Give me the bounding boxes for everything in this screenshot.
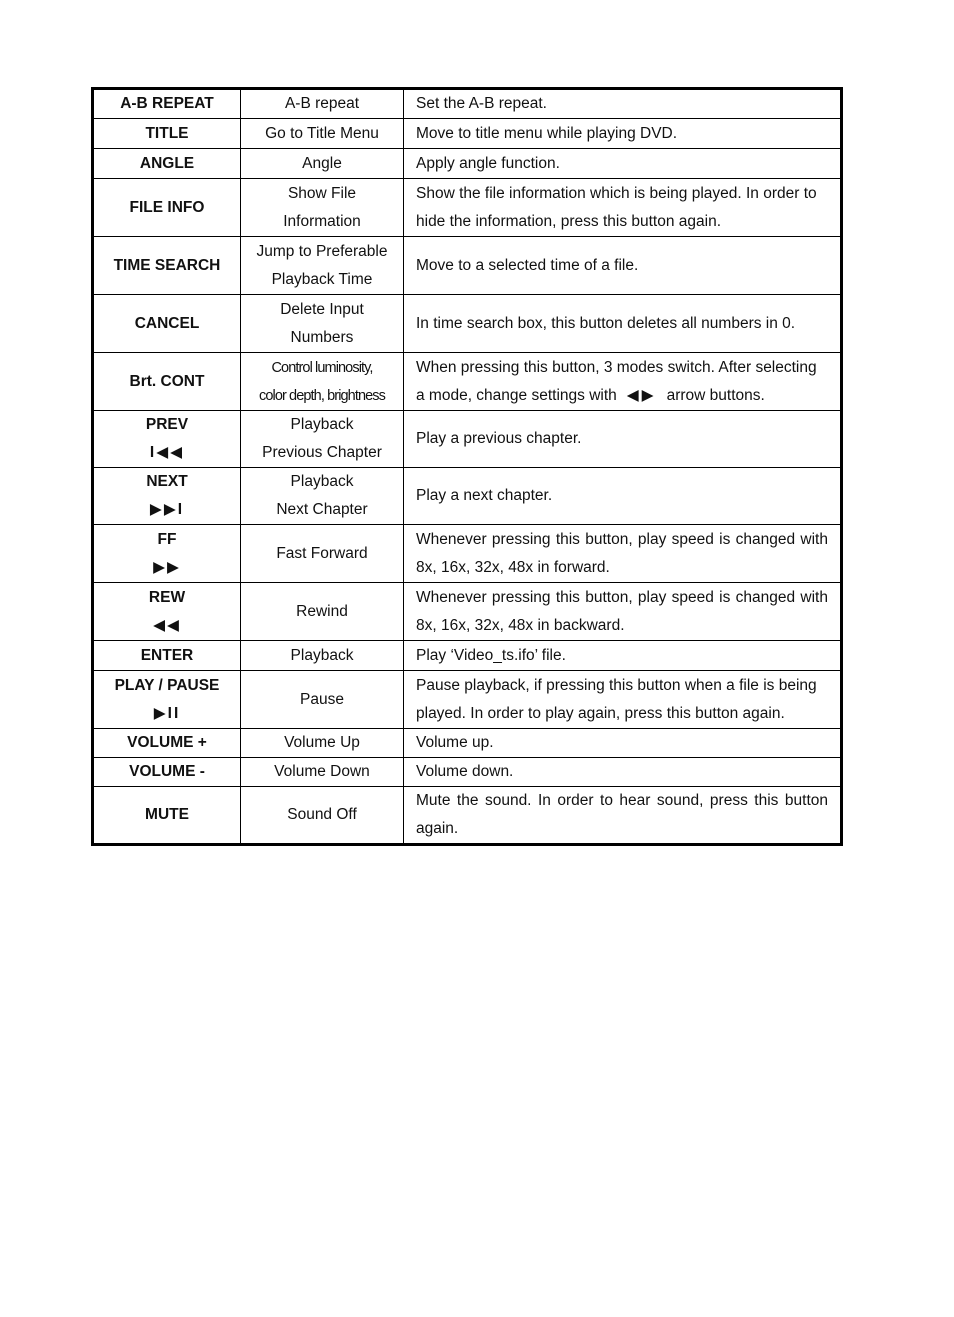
function-line: Numbers: [290, 328, 354, 346]
play-pause-icon: ▶II: [153, 704, 181, 722]
key-name: FF: [157, 530, 177, 548]
function-cell: Volume Down: [241, 758, 404, 787]
function-line: Previous Chapter: [262, 444, 382, 461]
key-name: TIME SEARCH: [93, 237, 241, 295]
table-row: [93, 641, 842, 671]
description-cell: [404, 353, 842, 411]
description-text: arrow buttons.: [666, 386, 765, 404]
key-cell: [93, 671, 241, 729]
description-cell: Play a next chapter.: [404, 468, 842, 525]
table-row: [93, 671, 842, 729]
description-cell: Whenever pressing this button, play speed is changed with 8x, 16x, 32x, 48x in forward.: [404, 525, 842, 583]
function-cell: Sound Off: [241, 787, 404, 845]
function-cell: Pause: [241, 671, 404, 729]
left-right-arrows-icon: ◀▶: [626, 386, 657, 404]
function-line: Playback: [290, 473, 354, 490]
description-cell: Move to title menu while playing DVD.: [404, 119, 842, 149]
next-chapter-icon: ▶▶I: [149, 501, 185, 518]
description-cell: Move to a selected time of a file.: [404, 237, 842, 295]
key-cell: [93, 411, 241, 468]
function-cell: [241, 179, 404, 237]
function-line: color depth, brightness: [259, 387, 385, 404]
function-cell: [241, 411, 404, 468]
function-cell: Go to Title Menu: [241, 119, 404, 149]
table-row: [93, 468, 842, 525]
key-name: ENTER: [93, 641, 241, 671]
function-cell: [241, 237, 404, 295]
function-cell: [241, 353, 404, 411]
function-cell: Fast Forward: [241, 525, 404, 583]
table-row: [93, 237, 842, 295]
table-row: [93, 149, 842, 179]
description-cell: Pause playback, if pressing this button when a file is being played. In order to play again, press this button again.: [404, 671, 842, 729]
description-text: a mode, change settings with: [416, 386, 617, 404]
function-line: Delete Input: [280, 300, 364, 318]
function-cell: Angle: [241, 149, 404, 179]
function-line: Jump to Preferable: [256, 242, 388, 260]
table-row: [93, 583, 842, 641]
key-cell: [93, 583, 241, 641]
function-line: Playback Time: [271, 270, 373, 288]
description-cell: Whenever pressing this button, play speed is changed with 8x, 16x, 32x, 48x in backward.: [404, 583, 842, 641]
function-line: Playback: [290, 416, 354, 433]
description-line: [416, 382, 828, 410]
function-cell: Volume Up: [241, 729, 404, 758]
description-cell: Set the A-B repeat.: [404, 89, 842, 119]
description-cell: Play ‘Video_ts.ifo’ file.: [404, 641, 842, 671]
table-row: [93, 758, 842, 787]
description-cell: Volume up.: [404, 729, 842, 758]
table-row: [93, 295, 842, 353]
key-name: FILE INFO: [93, 179, 241, 237]
description-cell: Mute the sound. In order to hear sound, press this button again.: [404, 787, 842, 845]
fast-forward-icon: ▶▶: [153, 558, 181, 576]
key-name: VOLUME -: [93, 758, 241, 787]
table-row: [93, 787, 842, 845]
function-line: Control luminosity,: [271, 359, 373, 376]
description-line: When pressing this button, 3 modes switch. After selecting: [416, 358, 817, 376]
function-cell: Playback: [241, 641, 404, 671]
previous-chapter-icon: I◀◀: [149, 444, 185, 461]
key-name: TITLE: [93, 119, 241, 149]
table-row: [93, 119, 842, 149]
key-name: Brt. CONT: [93, 353, 241, 411]
key-name: ANGLE: [93, 149, 241, 179]
table-row: [93, 729, 842, 758]
table-row: [93, 89, 842, 119]
function-line: Information: [283, 212, 361, 230]
table-row: [93, 353, 842, 411]
key-name: REW: [148, 588, 186, 606]
function-line: Next Chapter: [276, 501, 368, 518]
key-cell: [93, 468, 241, 525]
function-cell: Rewind: [241, 583, 404, 641]
rewind-icon: ◀◀: [153, 616, 181, 634]
description-cell: Apply angle function.: [404, 149, 842, 179]
function-cell: [241, 295, 404, 353]
remote-control-table: [91, 87, 843, 846]
key-name: PLAY / PAUSE: [114, 676, 220, 694]
description-cell: Show the file information which is being played. In order to hide the information, press this button again.: [404, 179, 842, 237]
table-row: [93, 525, 842, 583]
description-cell: Volume down.: [404, 758, 842, 787]
function-cell: A-B repeat: [241, 89, 404, 119]
key-name: NEXT: [146, 473, 188, 490]
key-cell: [93, 525, 241, 583]
table-row: [93, 179, 842, 237]
key-name: MUTE: [93, 787, 241, 845]
key-name: VOLUME +: [93, 729, 241, 758]
description-cell: Play a previous chapter.: [404, 411, 842, 468]
description-cell: In time search box, this button deletes all numbers in 0.: [404, 295, 842, 353]
key-name: CANCEL: [93, 295, 241, 353]
key-name: A-B REPEAT: [93, 89, 241, 119]
function-cell: [241, 468, 404, 525]
table-row: [93, 411, 842, 468]
function-line: Show File: [287, 184, 357, 202]
key-name: PREV: [145, 416, 189, 433]
